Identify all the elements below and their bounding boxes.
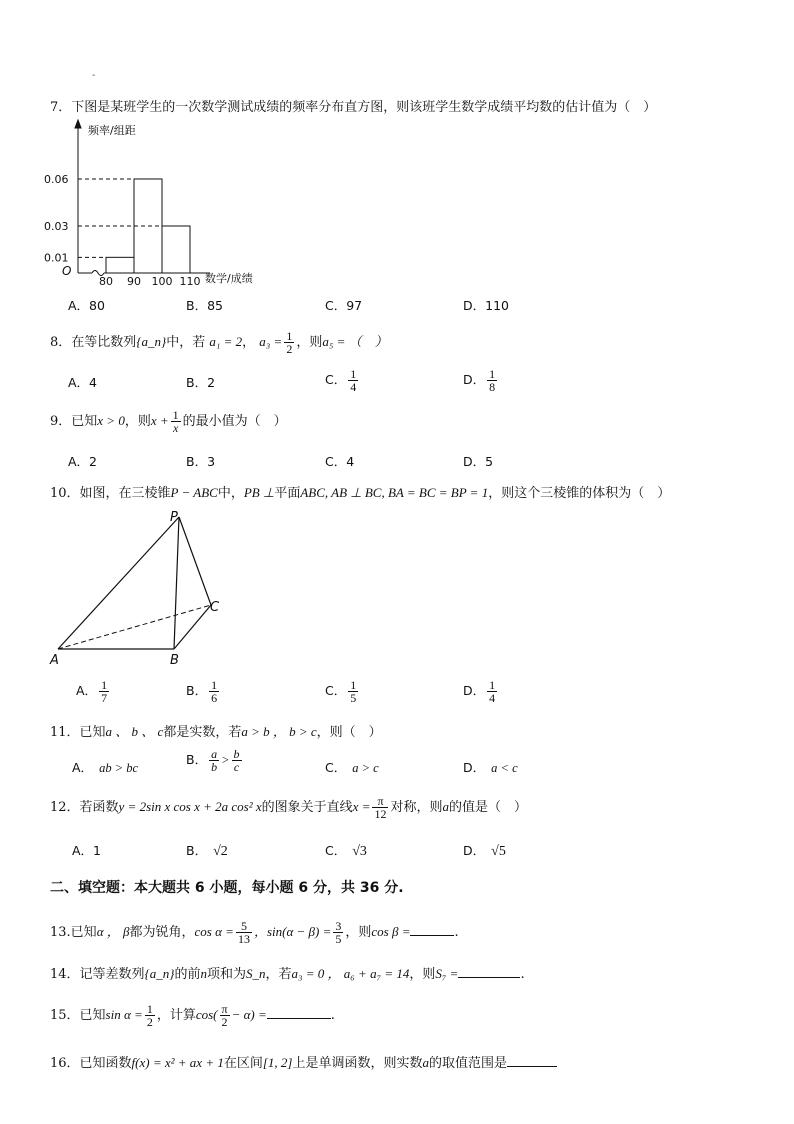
q14-end: .: [520, 967, 525, 982]
pyramid-figure: [40, 505, 240, 670]
edge-ac-hidden: [58, 605, 211, 649]
y-tick-label-1: 0.03: [44, 219, 69, 233]
q8-text-mid: 中，若: [166, 335, 206, 350]
q16-prefix: 16．已知函数: [50, 1056, 132, 1071]
q12-line: x =: [352, 799, 371, 814]
q9-option-b[interactable]: B．3: [186, 454, 216, 469]
q13-sin-frac: $\frac{3}{5}$: [335, 919, 342, 946]
y-axis-label: 频率/组距: [88, 124, 136, 137]
question-14: [50, 963, 525, 982]
q14-cond: a₃ = 0 ， a₆ + a₇ = 14: [291, 966, 410, 981]
q10-plane: 平面: [274, 486, 301, 501]
q9-expr: x +: [150, 413, 169, 428]
q9-cond: x > 0: [97, 413, 125, 428]
q12-option-a[interactable]: A．1: [72, 843, 102, 858]
q8-option-c[interactable]: C． $\frac{1}{4}$: [325, 367, 357, 394]
q15-sin: sin α =: [105, 1007, 143, 1022]
q10-mid: 中，: [217, 486, 244, 501]
q14-answer-blank[interactable]: [458, 965, 520, 978]
q14-mid2: 项和为: [206, 967, 246, 982]
q12-suffix: 的值是（ ）: [448, 800, 527, 815]
q8-number: 8．在等比数列: [50, 335, 137, 350]
edge-pa: [58, 517, 179, 649]
q12-prefix: 12．若函数: [50, 800, 119, 815]
q13-end: .: [454, 925, 459, 940]
edge-pc: [179, 517, 211, 605]
q13-cos-a: cos α =: [194, 924, 234, 939]
q11-option-d[interactable]: D． a < c: [463, 760, 518, 775]
q13-suffix: ，则: [345, 925, 372, 940]
q9-prefix: 9．已知: [50, 414, 98, 429]
q10-option-d[interactable]: D． $\frac{1}{4}$: [463, 678, 496, 705]
q16-var: a: [422, 1055, 429, 1070]
y-axis-arrow: [75, 120, 81, 128]
q8-cond2: a₃ =: [259, 334, 283, 349]
q11-vars: a 、 b 、 c: [105, 724, 164, 739]
histogram-bar-2: [162, 226, 190, 273]
q13-mid: 都为锐角，: [129, 925, 195, 940]
q8-cond1: a₁ = 2: [209, 334, 243, 349]
q10-prefix: 10．如图，在三棱锥: [50, 486, 171, 501]
q8-text-end: ，则: [296, 335, 323, 350]
q10-cond1: PB ⊥: [243, 485, 275, 500]
q16-mid2: 上是单调函数，则实数: [292, 1056, 423, 1071]
question-10: [50, 482, 670, 501]
q14-seq: {a_n}: [144, 966, 175, 981]
histogram-bar-0: [106, 257, 134, 273]
q15-frac: $\frac{1}{2}$: [146, 1002, 153, 1029]
question-7-text: 7．下图是某班学生的一次数学测试成绩的频率分布直方图，则该班学生数学成绩平均数的估计值为（ ）: [50, 100, 657, 115]
q11-option-c[interactable]: C． a > c: [325, 760, 379, 775]
q8-option-d[interactable]: D． $\frac{1}{8}$: [463, 367, 496, 394]
q15-mid: ，计算: [156, 1008, 196, 1023]
x-tick-label-2: 100: [151, 275, 173, 288]
q10-solid: P − ABC: [170, 485, 218, 500]
q11-option-a[interactable]: A． ab > bc: [72, 760, 139, 775]
q13-cos-frac: $\frac{5}{13}$: [237, 919, 250, 946]
question-9: [50, 409, 287, 434]
q16-func: f(x) = x² + ax + 1: [131, 1055, 224, 1070]
y-tick-label-0: 0.06: [44, 172, 69, 186]
q13-answer-blank[interactable]: [410, 923, 454, 936]
q12-option-b[interactable]: B． √2: [186, 843, 228, 859]
vertex-b-label: B: [170, 653, 179, 668]
q7-option-b[interactable]: B．85: [186, 298, 223, 313]
y-tick-label-2: 0.01: [44, 251, 69, 265]
q7-option-a[interactable]: A．80: [68, 298, 105, 313]
q16-interval: [1, 2]: [262, 1055, 293, 1070]
q10-option-b[interactable]: B． $\frac{1}{6}$: [186, 678, 218, 705]
q10-option-c[interactable]: C． $\frac{1}{5}$: [325, 678, 357, 705]
q15-prefix: 15．已知: [50, 1008, 106, 1023]
question-8: 8．在等比数列{a_n}中，若 a₁ = 2， a₃ = $\frac{1}{2}$ ，则a₅ = （ ）: [50, 329, 388, 356]
x-tick-label-0: 80: [99, 275, 113, 288]
q12-func: y = 2sin x cos x + 2a cos² x: [118, 799, 262, 814]
q12-frac: $\frac{\pi}{12}$: [374, 794, 387, 821]
q8-target: a₅ = （ ）: [322, 334, 388, 349]
q8-option-a[interactable]: A．4: [68, 375, 98, 390]
q16-suffix: 的取值范围是: [429, 1056, 508, 1071]
q15-pi-frac: $\frac{\pi}{2}$: [221, 1002, 228, 1029]
histogram-chart: [40, 118, 290, 293]
section-2-heading: 二、填空题：本大题共 6 小题，每小题 6 分，共 36 分.: [50, 880, 404, 896]
question-15: [50, 1003, 335, 1028]
q15-answer-blank[interactable]: [267, 1006, 331, 1019]
q11-mid: 都是实数，若: [163, 725, 242, 740]
question-13: [50, 920, 459, 945]
q9-frac: $\frac{1}{x}$: [172, 408, 179, 435]
q9-option-d[interactable]: D．5: [463, 454, 494, 469]
vertex-c-label: C: [210, 600, 220, 615]
q14-mid3: ，若: [265, 967, 292, 982]
page-mark: -: [92, 70, 96, 81]
q11-cond: a > b ， b > c: [241, 724, 317, 739]
q10-cond2: ABC, AB ⊥ BC, BA = BC = BP = 1: [300, 485, 489, 500]
q12-mid: 的图象关于直线: [261, 800, 353, 815]
q15-cos: cos(: [195, 1007, 218, 1022]
q13-target: cos β =: [371, 924, 411, 939]
origin-label: O: [62, 264, 72, 278]
q13-prefix: 13.已知: [50, 925, 97, 940]
q10-suffix: ，则这个三棱锥的体积为（ ）: [488, 486, 671, 501]
q14-sn: S_n: [245, 966, 266, 981]
q12-option-c[interactable]: C． √3: [325, 843, 367, 859]
q15-end: .: [330, 1008, 335, 1023]
q14-suffix: ，则: [409, 967, 436, 982]
vertex-a-label: A: [50, 653, 59, 668]
q7-option-d[interactable]: D．110: [463, 298, 509, 313]
q13-sin-ab: ，sin(α − β) =: [253, 924, 332, 939]
q12-mid2: 对称，则: [390, 800, 443, 815]
q12-var: a: [442, 799, 449, 814]
q15-cos-end: − α) =: [231, 1007, 267, 1022]
edge-pb: [174, 517, 179, 649]
q9-option-a[interactable]: A．2: [68, 454, 98, 469]
q9-option-c[interactable]: C．4: [325, 454, 355, 469]
q9-mid: ，则: [124, 414, 151, 429]
q8-frac: $\frac{1}{2}$: [286, 329, 293, 356]
q10-option-a[interactable]: A． $\frac{1}{7}$: [76, 678, 108, 705]
vertex-p-label: P: [170, 510, 178, 525]
q14-target: S₇ =: [435, 966, 459, 981]
q9-suffix: 的最小值为（ ）: [182, 414, 287, 429]
q13-vars: α ， β: [96, 924, 130, 939]
x-tick-label-3: 110: [179, 275, 201, 288]
edge-bc: [174, 605, 211, 649]
q14-mid: 的前: [174, 967, 201, 982]
q11-prefix: 11．已知: [50, 725, 106, 740]
q8-seq: {a_n}: [136, 334, 167, 349]
q11-option-b[interactable]: B． $\frac{a}{b}$ > $\frac{b}{c}$: [186, 747, 240, 774]
q7-option-c[interactable]: C．97: [325, 298, 363, 313]
q12-option-d[interactable]: D． √5: [463, 843, 506, 859]
q8-option-b[interactable]: B．2: [186, 375, 216, 390]
q14-prefix: 14．记等差数列: [50, 967, 145, 982]
q11-suffix: ，则（ ）: [316, 725, 382, 740]
q14-n: n: [200, 966, 207, 981]
q16-mid: 在区间: [223, 1056, 263, 1071]
question-16: [50, 1052, 557, 1071]
question-12: [50, 795, 527, 820]
x-tick-label-1: 90: [127, 275, 141, 288]
question-11: [50, 721, 382, 740]
q16-answer-blank[interactable]: [507, 1054, 557, 1067]
x-axis-label: 数学/成绩: [205, 272, 253, 285]
